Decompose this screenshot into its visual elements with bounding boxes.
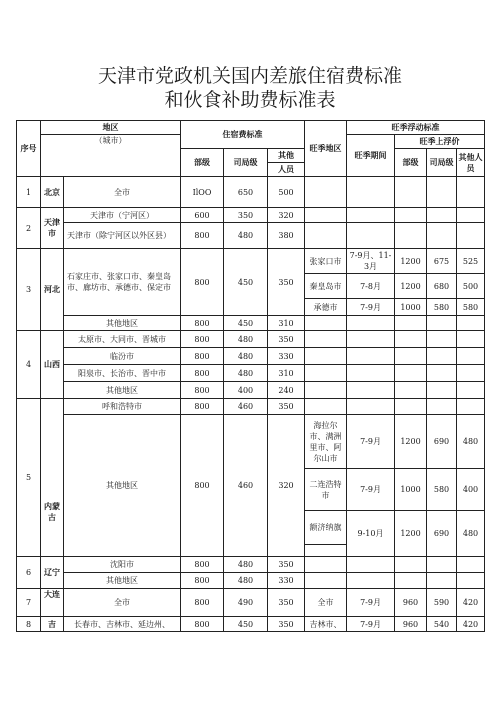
peak-minister: 1200 xyxy=(395,415,427,469)
peak-area: 海拉尔市、满洲里市、阿尔山市 xyxy=(305,415,347,469)
peak-other: 500 xyxy=(457,274,485,299)
other-rate: 310 xyxy=(268,316,305,331)
bureau-rate: 490 xyxy=(224,589,268,617)
city: 天津市（除宁河区以外区县） xyxy=(64,223,181,249)
peak-bureau: 690 xyxy=(427,511,457,557)
peak-area: 额济纳旗 xyxy=(305,511,347,545)
peak-minister: 1200 xyxy=(395,274,427,299)
peak-other: 480 xyxy=(457,511,485,557)
city-header: （城市） xyxy=(41,135,181,177)
city: 石家庄市、张家口市、秦皇岛市、廊坊市、承德市、保定市 xyxy=(64,249,181,316)
bureau-header: 司局级 xyxy=(224,149,268,177)
province: 北京 xyxy=(41,177,64,208)
city: 全市 xyxy=(64,177,181,208)
bureau-rate: 480 xyxy=(224,573,268,589)
city: 全市 xyxy=(64,589,181,617)
peak-other: 420 xyxy=(457,617,485,632)
page-title: 天津市党政机关国内差旅住宿费标准 xyxy=(97,65,402,87)
city: 其他地区 xyxy=(64,382,181,399)
peak-other: 420 xyxy=(457,589,485,617)
peak-minister: 960 xyxy=(395,589,427,617)
other-rate: 330 xyxy=(268,348,305,365)
province: 山西 xyxy=(41,331,64,399)
bureau-rate: 480 xyxy=(224,223,268,249)
other-header-bottom: 人员 xyxy=(268,163,305,177)
city: 沈阳市 xyxy=(64,557,181,573)
minister-rate: 800 xyxy=(181,365,224,382)
city: 阳泉市、长治市、晋中市 xyxy=(64,365,181,382)
other-rate: 350 xyxy=(268,557,305,573)
minister-rate: 800 xyxy=(181,617,224,632)
bureau-rate: 450 xyxy=(224,249,268,316)
peak-bureau: 580 xyxy=(427,299,457,316)
peak-area: 张家口市 xyxy=(305,249,347,274)
peak-region-header: 旺季地区 xyxy=(305,121,347,177)
minister-rate: 800 xyxy=(181,573,224,589)
peak-area: 吉林市、 xyxy=(305,617,347,632)
bureau-rate: 400 xyxy=(224,382,268,399)
peak-bureau: 675 xyxy=(427,249,457,274)
province: 内蒙古 xyxy=(41,469,64,557)
peak-period: 7-9月、11-3月 xyxy=(347,249,395,274)
other-header-top: 其他 xyxy=(268,149,305,163)
peak-period: 7-9月 xyxy=(347,299,395,316)
peak-minister: 1000 xyxy=(395,299,427,316)
region-header: 地区 xyxy=(41,121,181,135)
peak-period: 7-9月 xyxy=(347,415,395,469)
province: 天津市 xyxy=(41,208,64,249)
province: 大连 xyxy=(41,589,64,617)
peak-other-header: 其他人员 xyxy=(457,149,485,177)
minister-header: 部级 xyxy=(181,149,224,177)
peak-period: 7-9月 xyxy=(347,469,395,511)
other-rate: 350 xyxy=(268,249,305,316)
bureau-rate: 450 xyxy=(224,617,268,632)
peak-area: 承德市 xyxy=(305,299,347,316)
other-rate: 350 xyxy=(268,589,305,617)
other-rate: 240 xyxy=(268,382,305,399)
peak-area: 全市 xyxy=(305,589,347,617)
minister-rate: 800 xyxy=(181,331,224,348)
minister-rate: IlOO xyxy=(181,177,224,208)
peak-bureau-header: 司局级 xyxy=(427,149,457,177)
peak-period: 7-9月 xyxy=(347,617,395,632)
bureau-rate: 350 xyxy=(224,208,268,223)
peak-period: 7-8月 xyxy=(347,274,395,299)
bureau-rate: 460 xyxy=(224,399,268,415)
row-number: 1 xyxy=(17,177,41,208)
peak-minister: 1000 xyxy=(395,469,427,511)
city: 其他地区 xyxy=(64,316,181,331)
peak-bureau: 690 xyxy=(427,415,457,469)
minister-rate: 800 xyxy=(181,557,224,573)
minister-rate: 800 xyxy=(181,415,224,557)
peak-minister: 1200 xyxy=(395,511,427,557)
peak-up-header: 旺季上浮价 xyxy=(395,135,485,149)
city: 长春市、吉林市、延边州、 xyxy=(64,617,181,632)
peak-bureau: 580 xyxy=(427,469,457,511)
seq-header: 序号 xyxy=(17,121,41,177)
minister-rate: 800 xyxy=(181,249,224,316)
other-rate: 310 xyxy=(268,365,305,382)
city: 呼和浩特市 xyxy=(64,399,181,415)
standards-table xyxy=(16,120,485,632)
minister-rate: 800 xyxy=(181,223,224,249)
minister-rate: 800 xyxy=(181,589,224,617)
minister-rate: 800 xyxy=(181,348,224,365)
bureau-rate: 450 xyxy=(224,316,268,331)
other-rate: 320 xyxy=(268,208,305,223)
city: 临汾市 xyxy=(64,348,181,365)
city: 其他地区 xyxy=(64,573,181,589)
bureau-rate: 480 xyxy=(224,365,268,382)
province: 河北 xyxy=(41,249,64,331)
peak-other: 480 xyxy=(457,415,485,469)
peak-minister: 1200 xyxy=(395,249,427,274)
row-number: 6 xyxy=(17,557,41,589)
peak-area: 秦皇岛市 xyxy=(305,274,347,299)
peak-float-header: 旺季浮动标准 xyxy=(347,121,485,135)
peak-period: 9-10月 xyxy=(347,511,395,557)
page-subtitle: 和伙食补助费标准表 xyxy=(164,89,336,111)
other-rate: 320 xyxy=(268,415,305,557)
row-number: 8 xyxy=(17,617,41,632)
city: 其他地区 xyxy=(64,415,181,557)
province: 吉 xyxy=(41,617,64,632)
row-number: 7 xyxy=(17,589,41,617)
other-rate: 350 xyxy=(268,399,305,415)
other-rate: 350 xyxy=(268,617,305,632)
peak-period: 7-9月 xyxy=(347,589,395,617)
peak-minister-header: 部级 xyxy=(395,149,427,177)
city: 天津市（宁河区） xyxy=(64,208,181,223)
peak-bureau: 680 xyxy=(427,274,457,299)
bureau-rate: 460 xyxy=(224,415,268,557)
lodging-header: 住宿费标准 xyxy=(181,121,305,149)
peak-area: 二连浩特市 xyxy=(305,469,347,511)
peak-minister: 960 xyxy=(395,617,427,632)
other-rate: 350 xyxy=(268,331,305,348)
peak-bureau: 590 xyxy=(427,589,457,617)
province: 辽宁 xyxy=(41,557,64,589)
minister-rate: 800 xyxy=(181,316,224,331)
row-number: 5 xyxy=(17,399,41,557)
bureau-rate: 480 xyxy=(224,348,268,365)
bureau-rate: 650 xyxy=(224,177,268,208)
minister-rate: 800 xyxy=(181,382,224,399)
other-rate: 380 xyxy=(268,223,305,249)
bureau-rate: 480 xyxy=(224,331,268,348)
minister-rate: 800 xyxy=(181,399,224,415)
bureau-rate: 480 xyxy=(224,557,268,573)
peak-other: 400 xyxy=(457,469,485,511)
city: 太原市、大同市、晋城市 xyxy=(64,331,181,348)
other-rate: 500 xyxy=(268,177,305,208)
other-rate: 330 xyxy=(268,573,305,589)
row-number: 4 xyxy=(17,331,41,399)
minister-rate: 600 xyxy=(181,208,224,223)
peak-other: 580 xyxy=(457,299,485,316)
peak-bureau: 540 xyxy=(427,617,457,632)
row-number: 2 xyxy=(17,208,41,249)
row-number: 3 xyxy=(17,249,41,331)
peak-other: 525 xyxy=(457,249,485,274)
peak-period-header: 旺季期间 xyxy=(347,135,395,177)
